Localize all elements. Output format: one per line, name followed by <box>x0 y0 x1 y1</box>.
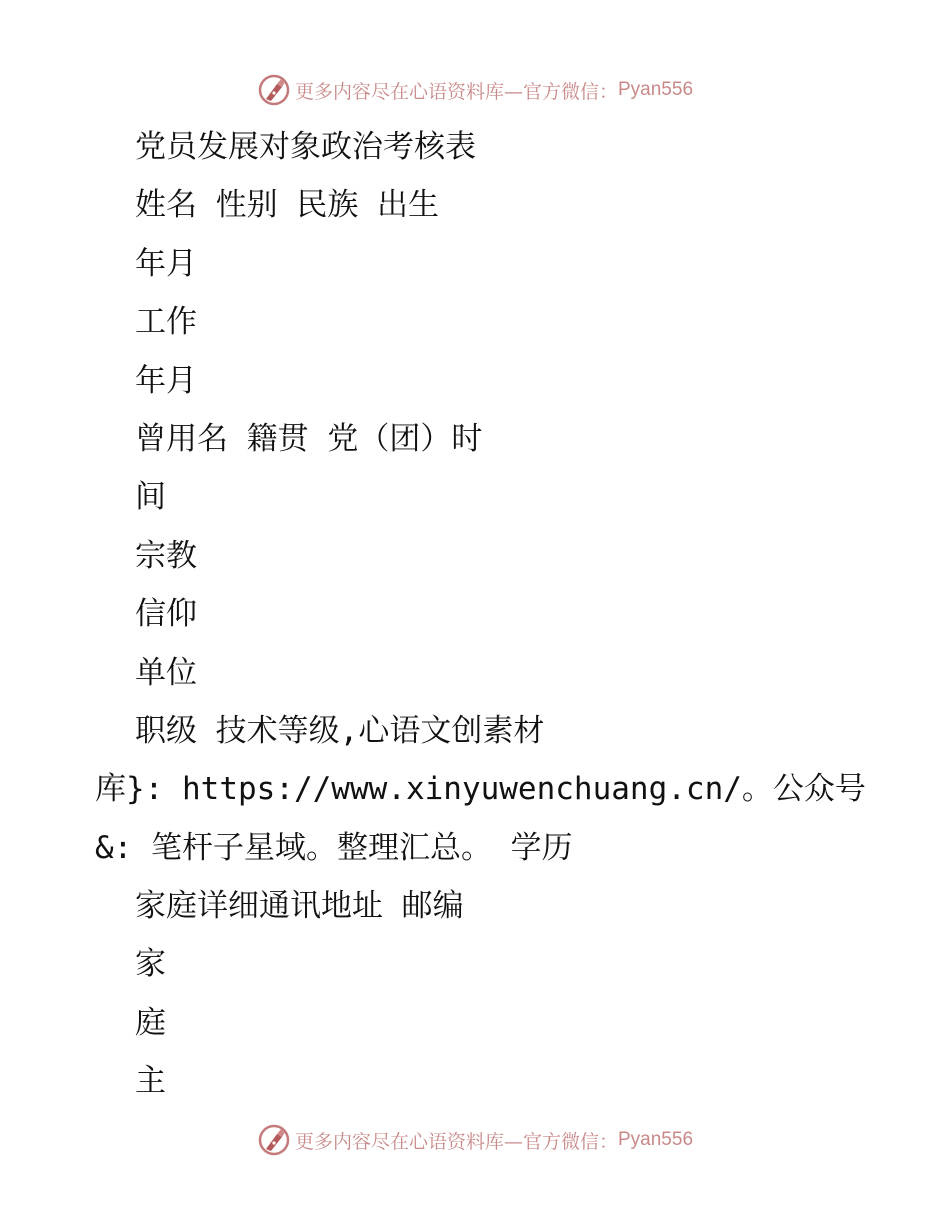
banner-wechat-id: Pyan556 <box>618 79 694 100</box>
document-line: 库}: https://www.xinyuwenchuang.cn/。公众号 <box>95 771 866 808</box>
footer-watermark-banner <box>0 1120 950 1160</box>
header-watermark-banner <box>0 70 950 110</box>
banner-wechat-id: Pyan556 <box>618 1129 694 1150</box>
banner-text: 更多内容尽在心语资料库—官方微信： <box>294 1130 618 1153</box>
document-line: 党员发展对象政治考核表 <box>135 129 476 165</box>
document-line: 曾用名 籍贯 党（团）时 <box>135 420 483 457</box>
document-line: 工作 <box>135 304 197 341</box>
banner-text: 更多内容尽在心语资料库—官方微信： <box>294 80 618 103</box>
document-line: &: 笔杆子星域。整理汇总。 学历 <box>95 829 573 866</box>
document-line: 宗教 <box>135 537 197 574</box>
pen-nib-logo-icon <box>257 73 291 107</box>
document-line: 主 <box>135 1063 166 1100</box>
pen-nib-logo-icon <box>257 1123 291 1157</box>
document-line: 单位 <box>135 654 197 691</box>
document-body <box>0 118 950 1111</box>
document-line: 职级 技术等级,心语文创素材 <box>135 712 545 749</box>
document-line: 姓名 性别 民族 出生 <box>135 187 439 224</box>
document-line: 庭 <box>135 1004 166 1041</box>
document-line: 家庭详细通讯地址 邮编 <box>135 888 464 925</box>
document-line: 信仰 <box>135 596 197 633</box>
document-line: 家 <box>135 946 166 983</box>
document-line: 年月 <box>135 362 197 399</box>
document-line: 年月 <box>135 245 197 282</box>
document-line: 间 <box>135 479 166 516</box>
